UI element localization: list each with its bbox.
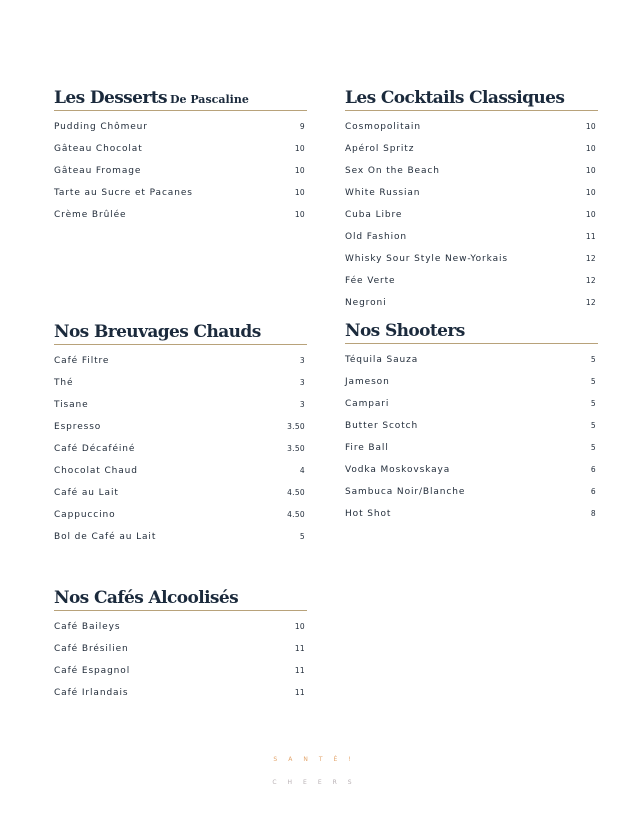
menu-item-name: Pudding Chômeur: [54, 122, 148, 132]
menu-item-price: 10: [585, 122, 596, 131]
menu-item: [345, 442, 598, 464]
menu-item-name: Hot Shot: [345, 509, 392, 519]
menu-item-name: White Russian: [345, 188, 421, 198]
menu-item-price: 8: [590, 509, 596, 518]
menu-item: [54, 209, 307, 231]
item-list: [345, 121, 598, 319]
menu-item: [345, 187, 598, 209]
menu-item-name: Café Brésilien: [54, 644, 129, 654]
menu-item-price: 4: [299, 466, 305, 475]
section-title-text: Les Desserts: [54, 88, 167, 108]
section-shooters: [345, 321, 598, 530]
menu-item-name: Cosmopolitain: [345, 122, 421, 132]
menu-item-price: 10: [585, 188, 596, 197]
menu-item: [345, 464, 598, 486]
menu-item-price: 3: [299, 400, 305, 409]
menu-item: [345, 231, 598, 253]
menu-item: [54, 377, 307, 399]
item-list: [345, 354, 598, 530]
menu-item-price: 3.50: [287, 422, 305, 431]
menu-item-name: Café au Lait: [54, 488, 119, 498]
menu-item: [345, 275, 598, 297]
section-title-cocktails: [345, 88, 598, 111]
section-title-text: Les Cocktails Classiques: [345, 88, 565, 108]
section-desserts: [54, 88, 307, 231]
menu-item-price: 10: [585, 210, 596, 219]
menu-item-name: Negroni: [345, 298, 387, 308]
menu-item-name: Butter Scotch: [345, 421, 419, 431]
menu-item-name: Cappuccino: [54, 510, 116, 520]
menu-item-name: Jameson: [345, 377, 390, 387]
menu-item: [54, 165, 307, 187]
menu-item: [345, 143, 598, 165]
item-list: [54, 621, 307, 709]
section-title-alcohol-coffees: [54, 588, 307, 611]
menu-item-price: 10: [585, 166, 596, 175]
menu-item-price: 12: [585, 254, 596, 263]
menu-item-price: 12: [585, 276, 596, 285]
menu-item-name: Old Fashion: [345, 232, 408, 242]
menu-item-price: 10: [294, 166, 305, 175]
section-subtitle: De Pascaline: [169, 93, 249, 106]
menu-item-name: Crème Brûlée: [54, 210, 127, 220]
section-title-hot-drinks: [54, 322, 307, 345]
menu-item-price: 4.50: [287, 488, 305, 497]
menu-item-price: 10: [294, 188, 305, 197]
menu-item-name: Café Baileys: [54, 622, 121, 632]
footer-cheers: CHEERS: [272, 779, 363, 786]
menu-item-name: Thé: [54, 378, 74, 388]
section-title-desserts: [54, 88, 307, 111]
section-title-text: Nos Cafés Alcoolisés: [54, 588, 239, 608]
menu-item-name: Sex On the Beach: [345, 166, 440, 176]
menu-item-price: 5: [590, 377, 596, 386]
menu-item-price: 10: [294, 210, 305, 219]
menu-item-price: 5: [590, 443, 596, 452]
section-cocktails: [345, 88, 598, 319]
menu-item: [345, 354, 598, 376]
menu-item-price: 3: [299, 378, 305, 387]
menu-item: [54, 665, 307, 687]
menu-item: [345, 508, 598, 530]
menu-item-price: 11: [294, 688, 305, 697]
menu-item-price: 9: [299, 122, 305, 131]
menu-item-name: Gâteau Chocolat: [54, 144, 143, 154]
menu-item-price: 11: [294, 644, 305, 653]
menu-item: [54, 187, 307, 209]
menu-item: [54, 531, 307, 553]
menu-item: [54, 355, 307, 377]
footer-sante: SANTÉ!: [273, 756, 362, 763]
menu-item-name: Gâteau Fromage: [54, 166, 142, 176]
menu-item-price: 10: [294, 144, 305, 153]
menu-item-name: Tarte au Sucre et Pacanes: [54, 188, 193, 198]
menu-item: [54, 487, 307, 509]
menu-item-price: 11: [585, 232, 596, 241]
section-title-text: Nos Shooters: [345, 321, 465, 341]
menu-item: [345, 121, 598, 143]
menu-item: [54, 509, 307, 531]
menu-item-name: Espresso: [54, 422, 102, 432]
menu-item-name: Cuba Libre: [345, 210, 403, 220]
menu-item-price: 3: [299, 356, 305, 365]
item-list: [54, 121, 307, 231]
menu-item: [54, 643, 307, 665]
menu-item: [54, 621, 307, 643]
menu-item-price: 11: [294, 666, 305, 675]
menu-item: [54, 399, 307, 421]
menu-item-name: Café Irlandais: [54, 688, 129, 698]
menu-item: [54, 421, 307, 443]
menu-item-name: Vodka Moskovskaya: [345, 465, 451, 475]
menu-item-name: Whisky Sour Style New-Yorkais: [345, 254, 508, 264]
menu-item-name: Café Filtre: [54, 356, 110, 366]
menu-item-name: Café Décaféiné: [54, 444, 136, 454]
menu-item-name: Chocolat Chaud: [54, 466, 138, 476]
section-alcohol-coffees: [54, 588, 307, 709]
menu-item: [345, 486, 598, 508]
menu-item-name: Téquila Sauza: [345, 355, 419, 365]
menu-item-price: 5: [590, 421, 596, 430]
section-hot-drinks: [54, 322, 307, 553]
menu-item: [54, 121, 307, 143]
menu-item: [345, 376, 598, 398]
menu-item-name: Sambuca Noir/Blanche: [345, 487, 466, 497]
menu-item-price: 4.50: [287, 510, 305, 519]
menu-item-price: 10: [294, 622, 305, 631]
section-title-text: Nos Breuvages Chauds: [54, 322, 261, 342]
menu-item: [54, 143, 307, 165]
menu-item-price: 3.50: [287, 444, 305, 453]
menu-item: [54, 443, 307, 465]
menu-item-name: Apérol Spritz: [345, 144, 415, 154]
menu-item-price: 5: [299, 532, 305, 541]
menu-item-name: Fire Ball: [345, 443, 389, 453]
menu-item-price: 10: [585, 144, 596, 153]
menu-item: [345, 420, 598, 442]
menu-item-price: 5: [590, 355, 596, 364]
menu-item-name: Café Espagnol: [54, 666, 131, 676]
menu-item-price: 12: [585, 298, 596, 307]
menu-item: [345, 165, 598, 187]
menu-item-price: 6: [590, 487, 596, 496]
menu-item: [54, 465, 307, 487]
menu-item: [345, 297, 598, 319]
menu-item-name: Bol de Café au Lait: [54, 532, 157, 542]
menu-item-name: Campari: [345, 399, 390, 409]
menu-item-price: 5: [590, 399, 596, 408]
menu-item-name: Fée Verte: [345, 276, 396, 286]
menu-item: [345, 209, 598, 231]
menu-item-name: Tisane: [54, 400, 89, 410]
menu-item: [54, 687, 307, 709]
section-title-shooters: [345, 321, 598, 344]
menu-item-price: 6: [590, 465, 596, 474]
item-list: [54, 355, 307, 553]
menu-item: [345, 398, 598, 420]
menu-item: [345, 253, 598, 275]
